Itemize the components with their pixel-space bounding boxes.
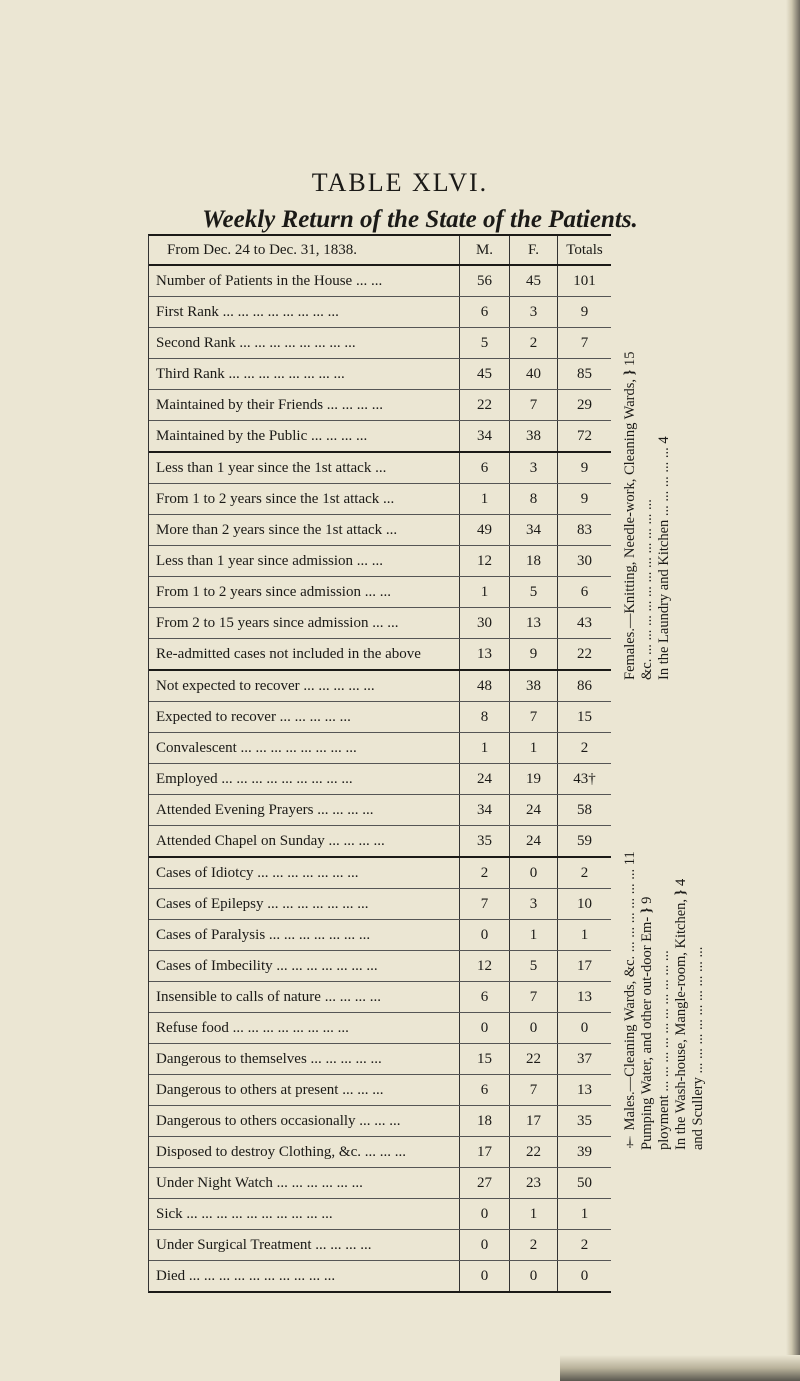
footnote-males-value1: 11 xyxy=(622,851,638,866)
row-males: 48 xyxy=(459,671,509,701)
header-males: M. xyxy=(459,236,509,264)
row-total: 22 xyxy=(557,639,611,669)
row-label: Attended Chapel on Sunday ... ... ... ... xyxy=(156,832,385,849)
row-females: 7 xyxy=(509,390,557,420)
table-row xyxy=(149,266,611,297)
header-females: F. xyxy=(509,236,557,264)
table-row xyxy=(149,889,611,920)
row-total: 1 xyxy=(557,1199,611,1229)
row-total: 13 xyxy=(557,982,611,1012)
footnote-males-line3: ployment ... ... ... ... ... ... ... ... ... ... xyxy=(656,950,672,1150)
table-row xyxy=(149,484,611,515)
row-females: 2 xyxy=(509,328,557,358)
row-females: 0 xyxy=(509,1013,557,1043)
table-row xyxy=(149,297,611,328)
row-males: 13 xyxy=(459,639,509,669)
table-row xyxy=(149,1261,611,1291)
row-label: Not expected to recover ... ... ... ... ... xyxy=(156,677,375,694)
row-total: 37 xyxy=(557,1044,611,1074)
row-females: 34 xyxy=(509,515,557,545)
row-label: More than 2 years since the 1st attack ... xyxy=(156,521,398,538)
footnote-females-line3: In the Laundry and Kitchen ... ... ... ... ... xyxy=(656,447,672,680)
row-males: 27 xyxy=(459,1168,509,1198)
footnote-males-value2: 9 xyxy=(639,896,655,904)
row-females: 5 xyxy=(509,577,557,607)
row-label: Attended Evening Prayers ... ... ... ... xyxy=(156,801,374,818)
row-label: From 2 to 15 years since admission ... ... xyxy=(156,614,399,631)
table-row xyxy=(149,671,611,702)
row-females: 38 xyxy=(509,421,557,451)
row-males: 6 xyxy=(459,1075,509,1105)
row-males: 34 xyxy=(459,421,509,451)
row-males: 22 xyxy=(459,390,509,420)
row-total: 59 xyxy=(557,826,611,856)
row-females: 2 xyxy=(509,1230,557,1260)
row-label: Number of Patients in the House ... ... xyxy=(156,272,383,289)
row-males: 45 xyxy=(459,359,509,389)
row-label: Dangerous to others at present ... ... ... xyxy=(156,1081,384,1098)
row-total: 17 xyxy=(557,951,611,981)
table-row xyxy=(149,764,611,795)
row-total: 9 xyxy=(557,453,611,483)
row-total: 50 xyxy=(557,1168,611,1198)
row-label: Under Surgical Treatment ... ... ... ... xyxy=(156,1236,372,1253)
row-total: 13 xyxy=(557,1075,611,1105)
table-row xyxy=(149,359,611,390)
row-label: Convalescent ... ... ... ... ... ... ... ... xyxy=(156,739,357,756)
row-total: 30 xyxy=(557,546,611,576)
table-row xyxy=(149,1168,611,1199)
row-total: 35 xyxy=(557,1106,611,1136)
row-males: 15 xyxy=(459,1044,509,1074)
row-females: 1 xyxy=(509,733,557,763)
row-label: Employed ... ... ... ... ... ... ... ... ... xyxy=(156,770,353,787)
table-title: TABLE XLVI. xyxy=(311,168,489,197)
row-label: Died ... ... ... ... ... ... ... ... ... ... xyxy=(156,1267,336,1284)
table-row xyxy=(149,453,611,484)
row-total: 83 xyxy=(557,515,611,545)
row-females: 0 xyxy=(509,1261,557,1291)
table-row xyxy=(149,608,611,639)
table-row xyxy=(149,639,611,671)
table-row xyxy=(149,1230,611,1261)
row-total: 6 xyxy=(557,577,611,607)
table-header xyxy=(149,236,611,266)
row-total: 9 xyxy=(557,484,611,514)
row-males: 0 xyxy=(459,1199,509,1229)
row-females: 7 xyxy=(509,982,557,1012)
row-label: Cases of Idiotcy ... ... ... ... ... ... ... xyxy=(156,864,359,881)
row-males: 35 xyxy=(459,826,509,856)
row-females: 1 xyxy=(509,920,557,950)
row-label: Dangerous to others occasionally ... ... ... xyxy=(156,1112,401,1129)
row-females: 3 xyxy=(509,297,557,327)
row-females: 1 xyxy=(509,1199,557,1229)
row-label: Insensible to calls of nature ... ... ... ... xyxy=(156,988,381,1005)
page-bottom-shadow xyxy=(560,1355,800,1381)
row-females: 24 xyxy=(509,795,557,825)
row-total: 15 xyxy=(557,702,611,732)
row-females: 38 xyxy=(509,671,557,701)
table-row xyxy=(149,515,611,546)
row-label: From 1 to 2 years since admission ... ... xyxy=(156,583,391,600)
row-total: 9 xyxy=(557,297,611,327)
row-females: 23 xyxy=(509,1168,557,1198)
table-row xyxy=(149,982,611,1013)
row-females: 7 xyxy=(509,1075,557,1105)
footnote-males: † Males.—Cleaning Wards, &c. ... ... ... ... ... ... 11 Pumping Water, and other out-door Em- } 9 ployment ... ... ... ... ... ... ... ... ... ... In the Wash-house, Mangle-room, Kitchen, } 4 and Scullery ... ... ... ... ... ... ... ... ... xyxy=(622,708,707,1150)
table-row xyxy=(149,920,611,951)
row-label: First Rank ... ... ... ... ... ... ... ... xyxy=(156,303,339,320)
row-total: 72 xyxy=(557,421,611,451)
row-label: Dangerous to themselves ... ... ... ... ... xyxy=(156,1050,382,1067)
row-total: 7 xyxy=(557,328,611,358)
row-males: 5 xyxy=(459,328,509,358)
row-label: Sick ... ... ... ... ... ... ... ... ... ... xyxy=(156,1205,333,1222)
row-total: 29 xyxy=(557,390,611,420)
header-period: From Dec. 24 to Dec. 31, 1838. xyxy=(167,241,357,258)
row-males: 7 xyxy=(459,889,509,919)
row-total: 86 xyxy=(557,671,611,701)
row-total: 2 xyxy=(557,733,611,763)
patients-table xyxy=(148,234,611,1293)
table-row xyxy=(149,1106,611,1137)
table-subtitle: Weekly Return of the State of the Patients. xyxy=(202,206,638,233)
footnote-females: Females.—Knitting, Needle-work, Cleaning Wards, } 15 &c. ... ... ... ... ... ... ... ... ... ... ... In the Laundry and Kitchen ... ... ... ... ... 4 xyxy=(622,60,673,680)
footnote-males-line1: † Males.—Cleaning Wards, &c. ... ... ... ... ... ... xyxy=(622,868,638,1150)
table-row xyxy=(149,1013,611,1044)
row-total: 101 xyxy=(557,266,611,296)
row-females: 7 xyxy=(509,702,557,732)
table-row xyxy=(149,577,611,608)
row-females: 18 xyxy=(509,546,557,576)
row-label: From 1 to 2 years since the 1st attack ... xyxy=(156,490,395,507)
row-label: Less than 1 year since admission ... ... xyxy=(156,552,384,569)
footnote-females-line2: &c. ... ... ... ... ... ... ... ... ... ... ... xyxy=(639,499,655,680)
row-females: 3 xyxy=(509,889,557,919)
row-label: Re-admitted cases not included in the above xyxy=(156,645,421,662)
table-row xyxy=(149,858,611,889)
row-males: 17 xyxy=(459,1137,509,1167)
row-label: Second Rank ... ... ... ... ... ... ... ... xyxy=(156,334,356,351)
row-total: 0 xyxy=(557,1261,611,1291)
header-totals: Totals xyxy=(557,236,611,264)
row-females: 3 xyxy=(509,453,557,483)
row-females: 13 xyxy=(509,608,557,638)
row-females: 17 xyxy=(509,1106,557,1136)
row-label: Under Night Watch ... ... ... ... ... ... xyxy=(156,1174,363,1191)
table-row xyxy=(149,328,611,359)
table-row xyxy=(149,733,611,764)
row-label: Expected to recover ... ... ... ... ... xyxy=(156,708,351,725)
row-label: Maintained by their Friends ... ... ... ... xyxy=(156,396,384,413)
row-label: Less than 1 year since the 1st attack ... xyxy=(156,459,387,476)
row-males: 0 xyxy=(459,1013,509,1043)
row-label: Cases of Paralysis ... ... ... ... ... ... ... xyxy=(156,926,371,943)
footnote-females-value1: 15 xyxy=(622,351,638,367)
row-males: 6 xyxy=(459,297,509,327)
row-females: 24 xyxy=(509,826,557,856)
row-females: 9 xyxy=(509,639,557,669)
footnote-males-line4: In the Wash-house, Mangle-room, Kitchen, xyxy=(673,898,689,1150)
row-females: 22 xyxy=(509,1044,557,1074)
row-total: 39 xyxy=(557,1137,611,1167)
row-males: 8 xyxy=(459,702,509,732)
row-label: Third Rank ... ... ... ... ... ... ... ... xyxy=(156,365,345,382)
row-males: 2 xyxy=(459,858,509,888)
row-males: 49 xyxy=(459,515,509,545)
row-total: 10 xyxy=(557,889,611,919)
row-females: 45 xyxy=(509,266,557,296)
table-row xyxy=(149,1137,611,1168)
row-total: 0 xyxy=(557,1013,611,1043)
row-label: Maintained by the Public ... ... ... ... xyxy=(156,427,368,444)
row-males: 56 xyxy=(459,266,509,296)
row-males: 18 xyxy=(459,1106,509,1136)
table-row xyxy=(149,826,611,858)
row-females: 0 xyxy=(509,858,557,888)
row-label: Cases of Epilepsy ... ... ... ... ... ... ... xyxy=(156,895,369,912)
row-females: 40 xyxy=(509,359,557,389)
row-males: 24 xyxy=(459,764,509,794)
table-row xyxy=(149,1044,611,1075)
row-males: 12 xyxy=(459,546,509,576)
table-row xyxy=(149,702,611,733)
row-males: 30 xyxy=(459,608,509,638)
row-males: 34 xyxy=(459,795,509,825)
row-total: 43† xyxy=(557,764,611,794)
row-males: 6 xyxy=(459,453,509,483)
footnote-males-line2: Pumping Water, and other out-door Em- xyxy=(639,916,655,1150)
footnote-males-line5: and Scullery ... ... ... ... ... ... ... ... ... xyxy=(690,946,706,1150)
row-total: 2 xyxy=(557,858,611,888)
footnote-males-value4: 4 xyxy=(673,878,689,886)
table-row xyxy=(149,951,611,982)
row-label: Cases of Imbecility ... ... ... ... ... ... ... xyxy=(156,957,378,974)
table-row xyxy=(149,546,611,577)
row-total: 2 xyxy=(557,1230,611,1260)
row-males: 0 xyxy=(459,1230,509,1260)
row-males: 0 xyxy=(459,920,509,950)
row-females: 22 xyxy=(509,1137,557,1167)
row-females: 8 xyxy=(509,484,557,514)
row-total: 85 xyxy=(557,359,611,389)
row-label: Disposed to destroy Clothing, &c. ... ... ... xyxy=(156,1143,406,1160)
table-row xyxy=(149,390,611,421)
row-total: 1 xyxy=(557,920,611,950)
row-females: 5 xyxy=(509,951,557,981)
row-males: 1 xyxy=(459,577,509,607)
footnote-females-value3: 4 xyxy=(656,436,672,444)
footnote-females-line1: Females.—Knitting, Needle-work, Cleaning Wards, xyxy=(622,379,638,680)
table-row xyxy=(149,421,611,453)
table-row xyxy=(149,795,611,826)
row-females: 19 xyxy=(509,764,557,794)
table-body xyxy=(149,266,611,1291)
row-males: 6 xyxy=(459,982,509,1012)
table-row xyxy=(149,1075,611,1106)
table-row xyxy=(149,1199,611,1230)
row-total: 43 xyxy=(557,608,611,638)
row-males: 0 xyxy=(459,1261,509,1291)
row-males: 1 xyxy=(459,484,509,514)
row-males: 12 xyxy=(459,951,509,981)
row-total: 58 xyxy=(557,795,611,825)
row-label: Refuse food ... ... ... ... ... ... ... ... xyxy=(156,1019,349,1036)
row-males: 1 xyxy=(459,733,509,763)
